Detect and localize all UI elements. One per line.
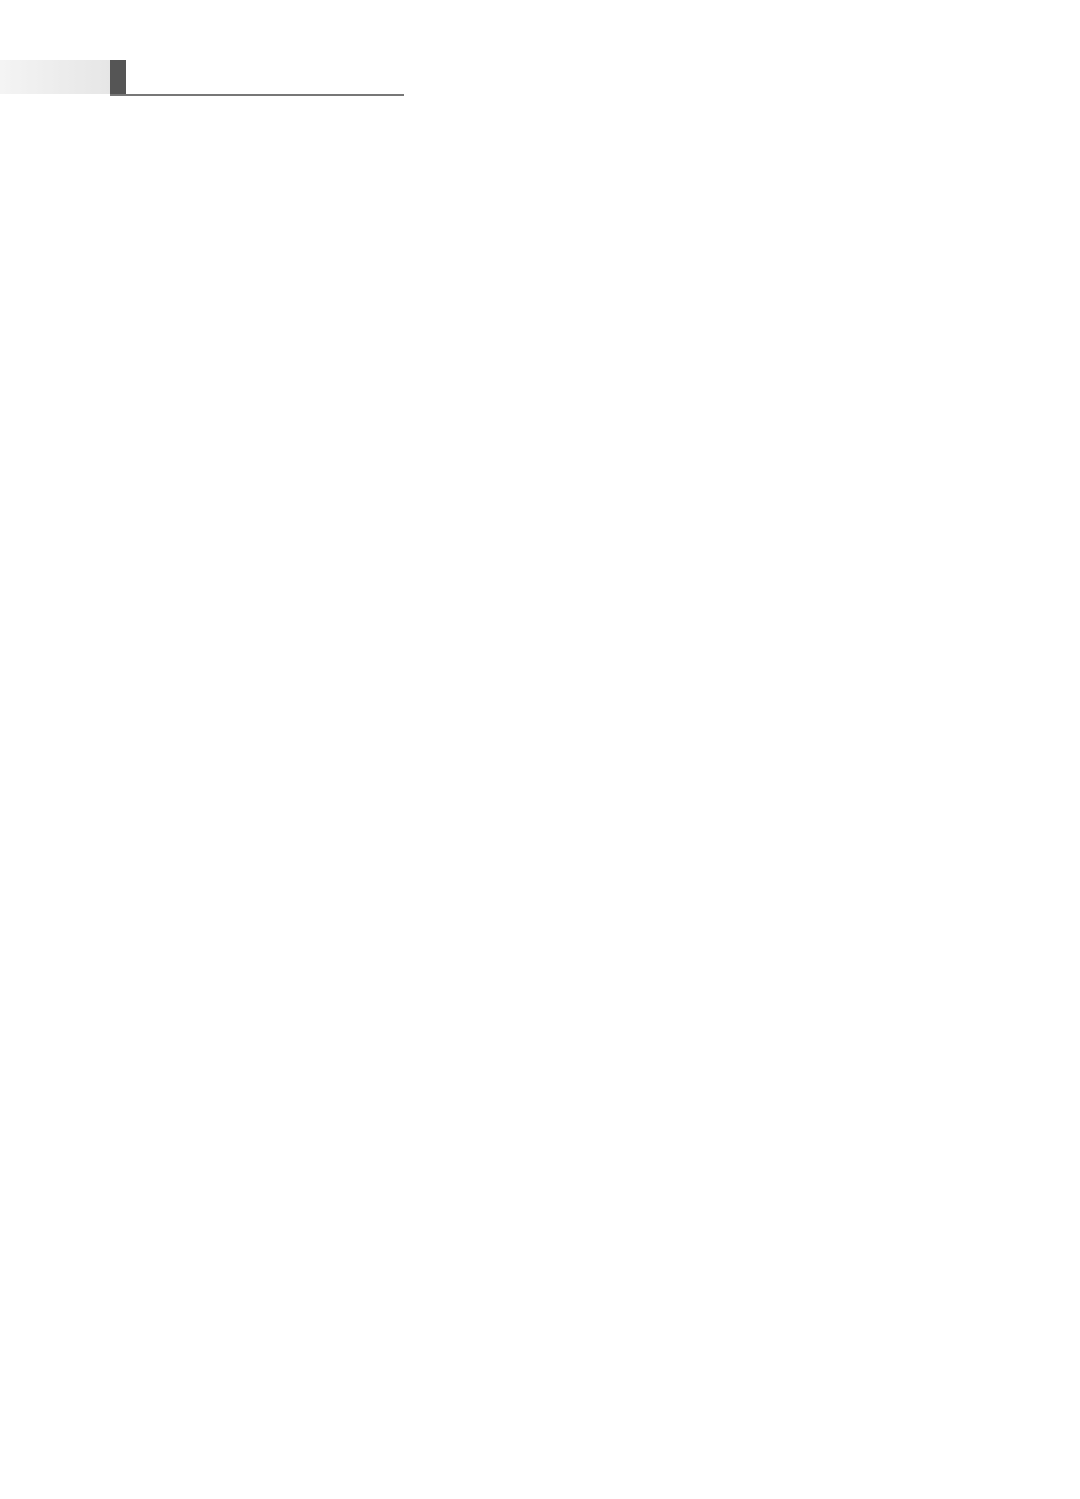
header-marker-bar	[110, 60, 126, 96]
header-shade	[0, 60, 112, 94]
header-rule	[110, 94, 404, 96]
